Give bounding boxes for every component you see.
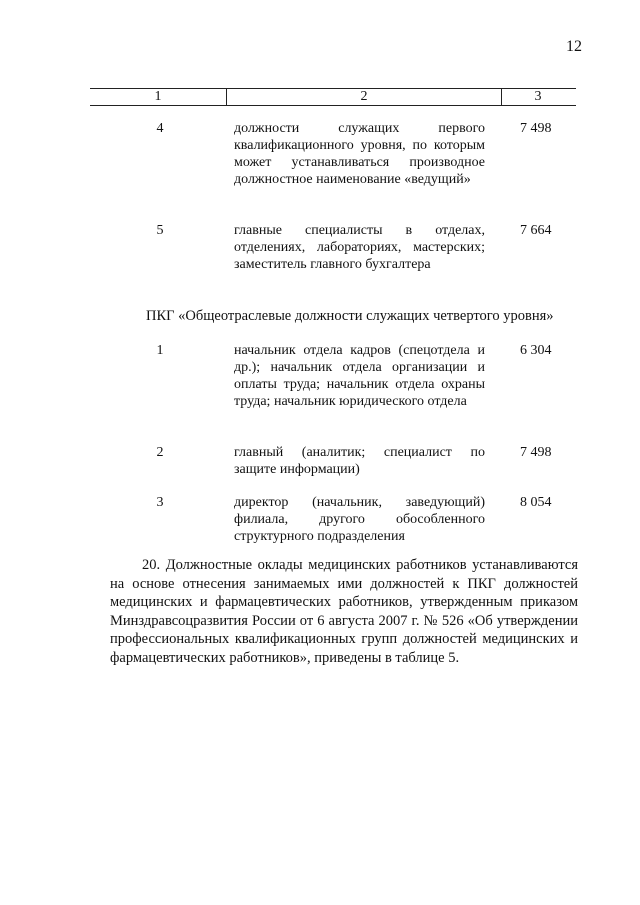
row-number: 3	[156, 495, 164, 510]
row-number: 1	[156, 343, 164, 358]
row-description: главные специалисты в отделах, отделениях, лабораториях, мастерских; заместитель главного бухгалтера	[234, 223, 485, 272]
header-col-1: 1	[154, 89, 162, 104]
row-value: 6 304	[520, 343, 552, 358]
header-col-3: 3	[534, 89, 542, 104]
body-paragraph: 20. Должностные оклады медицинских работников устанавливаются на основе отнесения занимаемых ими должностей к ПКГ должностей медицинских и фармацевтических работников, утвержденным приказом Минздравсоцразвития России от 6 августа 2007 г. № 526 «Об утверждении профессиональных квалификационных групп должностей медицинских и фармацевтических работников», приведены в таблице 5.	[110, 557, 578, 666]
row-value: 7 498	[520, 445, 552, 460]
section-title: ПКГ «Общеотраслевые должности служащих четвертого уровня»	[146, 308, 554, 324]
row-description: директор (начальник, заведующий) филиала, другого обособленного структурного подразделения	[234, 495, 485, 544]
page-number: 12	[566, 38, 582, 55]
table-header	[90, 88, 576, 106]
row-number: 2	[156, 445, 164, 460]
row-description: начальник отдела кадров (спецотдела и др.); начальник отдела организации и оплаты труда; начальник отдела охраны труда; начальник юридического отдела	[234, 343, 485, 409]
row-description: главный (аналитик; специалист по защите информации)	[234, 445, 485, 477]
row-number: 5	[156, 223, 164, 238]
row-value: 7 498	[520, 121, 552, 136]
row-value: 8 054	[520, 495, 552, 510]
row-description: должности служащих первого квалификационного уровня, по которым может устанавливаться производное должностное наименование «ведущий»	[234, 121, 485, 187]
row-value: 7 664	[520, 223, 552, 238]
row-number: 4	[156, 121, 164, 136]
header-col-2: 2	[226, 89, 502, 105]
